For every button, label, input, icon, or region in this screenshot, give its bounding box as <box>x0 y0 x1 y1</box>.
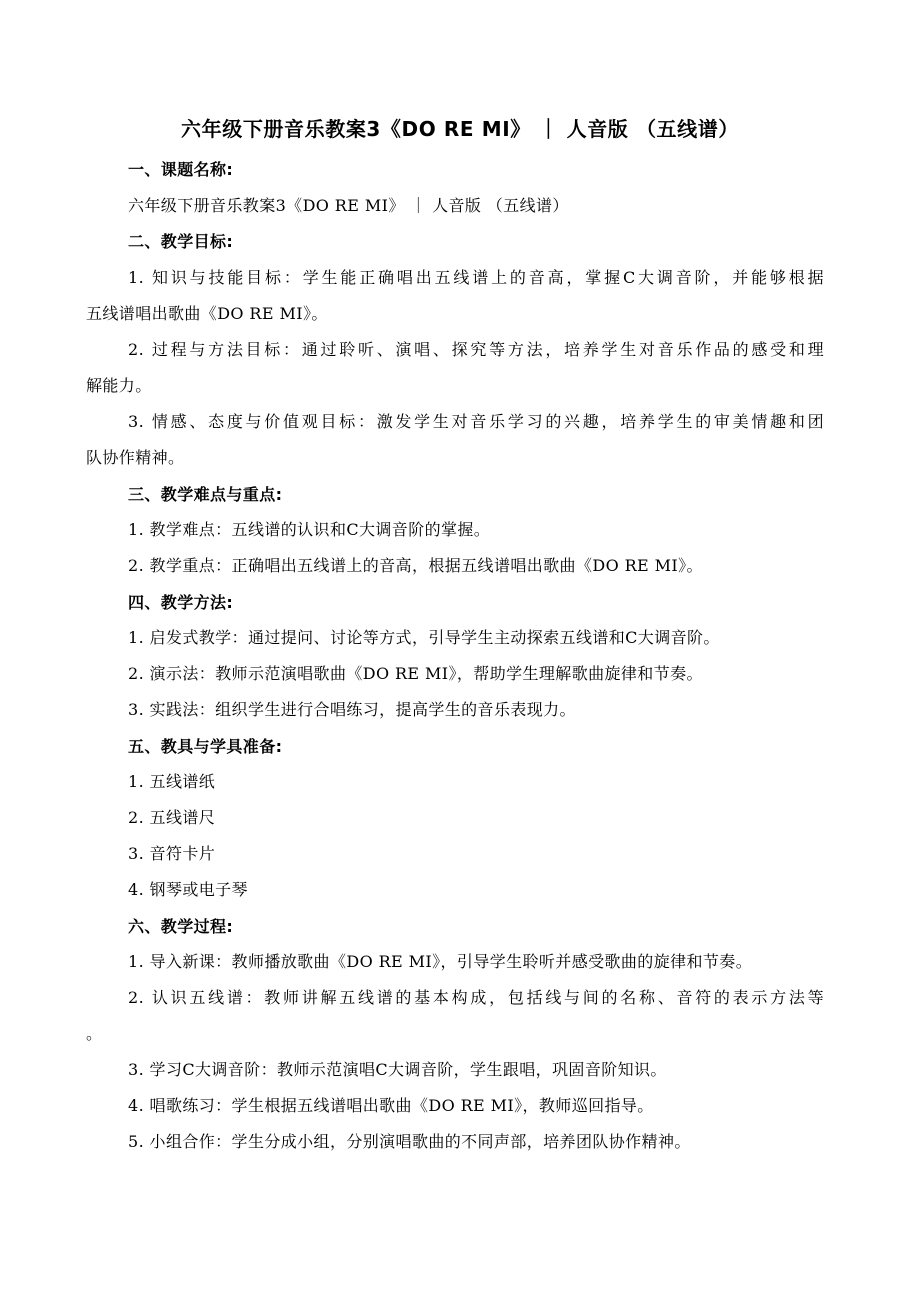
section-heading-difficulties: 三、教学难点与重点: <box>128 485 283 504</box>
section-heading-objectives: 二、教学目标: <box>128 232 234 251</box>
document-title: 六年级下册音乐教案3《DO RE MI》 ｜ 人音版 （五线谱） <box>181 117 739 141</box>
material-item-3: 3. 音符卡片 <box>128 844 216 863</box>
objective-item-1-line1: 1. 知识与技能目标：学生能正确唱出五线谱上的音高，掌握C大调音阶，并能够根据 <box>128 268 824 287</box>
method-item-1: 1. 启发式教学：通过提问、讨论等方式，引导学生主动探索五线谱和C大调音阶。 <box>128 628 720 647</box>
section-heading-process: 六、教学过程: <box>128 917 234 936</box>
method-item-3: 3. 实践法：组织学生进行合唱练习，提高学生的音乐表现力。 <box>128 700 576 719</box>
objective-item-2-line2: 解能力。 <box>86 376 152 395</box>
section-heading-materials: 五、教具与学具准备: <box>128 737 283 756</box>
difficulty-item-2: 2. 教学重点：正确唱出五线谱上的音高，根据五线谱唱出歌曲《DO RE MI》。 <box>128 556 703 575</box>
material-item-2: 2. 五线谱尺 <box>128 808 216 827</box>
process-item-3: 3. 学习C大调音阶：教师示范演唱C大调音阶，学生跟唱，巩固音阶知识。 <box>128 1060 667 1079</box>
objective-item-1-line2: 五线谱唱出歌曲《DO RE MI》。 <box>86 304 328 323</box>
objective-item-2-line1: 2. 过程与方法目标：通过聆听、演唱、探究等方法，培养学生对音乐作品的感受和理 <box>128 340 824 359</box>
method-item-2: 2. 演示法：教师示范演唱歌曲《DO RE MI》，帮助学生理解歌曲旋律和节奏。 <box>128 664 703 683</box>
objective-item-3-line1: 3. 情感、态度与价值观目标：激发学生对音乐学习的兴趣，培养学生的审美情趣和团 <box>128 412 824 431</box>
process-item-5: 5. 小组合作：学生分成小组，分别演唱歌曲的不同声部，培养团队协作精神。 <box>128 1132 691 1151</box>
topic-name-text: 六年级下册音乐教案3《DO RE MI》 ｜ 人音版 （五线谱） <box>128 196 569 215</box>
difficulty-item-1: 1. 教学难点：五线谱的认识和C大调音阶的掌握。 <box>128 520 491 539</box>
process-item-2-line2: 。 <box>86 1024 103 1043</box>
process-item-4: 4. 唱歌练习：学生根据五线谱唱出歌曲《DO RE MI》，教师巡回指导。 <box>128 1096 654 1115</box>
section-heading-methods: 四、教学方法: <box>128 593 234 612</box>
material-item-1: 1. 五线谱纸 <box>128 772 216 791</box>
material-item-4: 4. 钢琴或电子琴 <box>128 880 248 899</box>
objective-item-3-line2: 队协作精神。 <box>86 448 185 467</box>
section-heading-topic: 一、课题名称: <box>128 160 234 179</box>
process-item-1: 1. 导入新课：教师播放歌曲《DO RE MI》，引导学生聆听并感受歌曲的旋律和节奏。 <box>128 952 753 971</box>
process-item-2-line1: 2. 认识五线谱：教师讲解五线谱的基本构成，包括线与间的名称、音符的表示方法等 <box>128 988 824 1007</box>
